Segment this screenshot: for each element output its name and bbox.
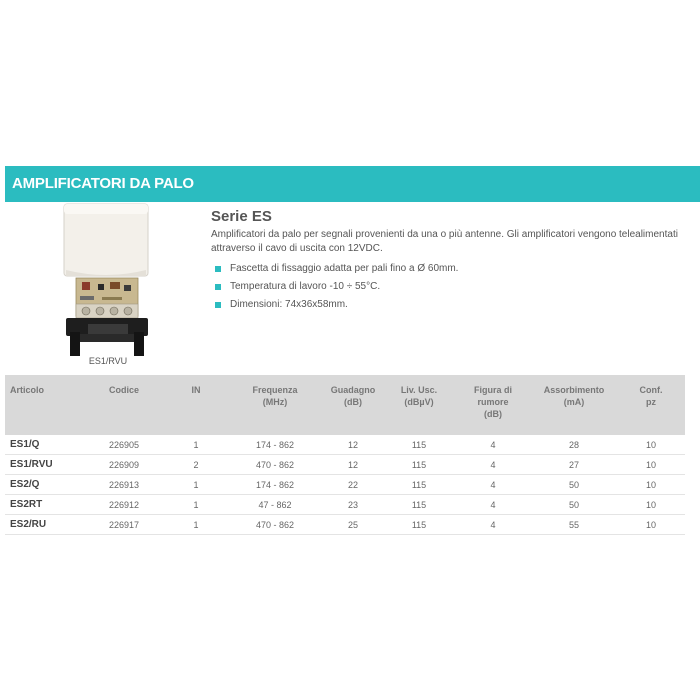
cell-codice: 226909 [83,455,165,475]
cell-conf: 10 [617,495,685,515]
section-banner [5,166,700,202]
series-description-block [211,208,697,316]
header-frequenza: Frequenza (MHz) [252,385,298,407]
cell-rumore: 4 [455,495,531,515]
table-row [5,475,685,495]
cell-rumore: 4 [455,455,531,475]
feature-item [211,262,697,276]
feature-text: Dimensioni: 74x36x58mm. [230,299,348,310]
series-title: Serie ES [211,208,272,225]
cell-in: 1 [165,435,227,455]
cell-guadagno: 25 [323,515,383,535]
cell-frequenza: 174 - 862 [227,435,323,455]
cell-articolo: ES2/Q [5,475,83,495]
bullet-square-icon [215,302,221,308]
cell-articolo: ES2RT [5,495,83,515]
cell-livello: 115 [383,495,455,515]
cell-assorbimento: 50 [531,475,617,495]
feature-item [211,280,697,294]
cell-frequenza: 470 - 862 [227,455,323,475]
cell-articolo: ES1/RVU [5,455,83,475]
cell-conf: 10 [617,515,685,535]
header-conf: Conf. pz [639,385,663,407]
cell-in: 2 [165,455,227,475]
table-row [5,435,685,455]
cell-livello: 115 [383,515,455,535]
header-articolo: Articolo [10,385,45,395]
feature-item [211,298,697,312]
product-image [62,200,154,360]
cell-rumore: 4 [455,435,531,455]
cell-in: 1 [165,475,227,495]
cell-rumore: 4 [455,475,531,495]
header-codice: Codice [108,385,139,395]
specs-table [5,375,685,535]
header-livello-uscita: Liv. Usc. (dBµV) [400,385,438,407]
cell-rumore: 4 [455,515,531,535]
table-row [5,455,685,475]
bullet-square-icon [215,266,221,272]
table-header-row [5,375,685,435]
cell-codice: 226912 [83,495,165,515]
cell-guadagno: 23 [323,495,383,515]
cell-livello: 115 [383,475,455,495]
cell-frequenza: 47 - 862 [227,495,323,515]
cell-codice: 226917 [83,515,165,535]
cell-articolo: ES1/Q [5,435,83,455]
cell-assorbimento: 28 [531,435,617,455]
cell-conf: 10 [617,435,685,455]
feature-list [211,262,697,312]
cell-conf: 10 [617,475,685,495]
cell-guadagno: 12 [323,435,383,455]
cell-livello: 115 [383,455,455,475]
cell-assorbimento: 50 [531,495,617,515]
table-row [5,515,685,535]
cell-codice: 226905 [83,435,165,455]
cell-in: 1 [165,495,227,515]
cell-livello: 115 [383,435,455,455]
cell-guadagno: 12 [323,455,383,475]
cell-frequenza: 174 - 862 [227,475,323,495]
cell-in: 1 [165,515,227,535]
cell-assorbimento: 55 [531,515,617,535]
cell-conf: 10 [617,455,685,475]
header-figura-rumore: Figura di rumore (dB) [474,385,512,419]
cell-assorbimento: 27 [531,455,617,475]
cell-frequenza: 470 - 862 [227,515,323,535]
feature-text: Fascetta di fissaggio adatta per pali fino a Ø 60mm. [230,263,459,274]
bullet-square-icon [215,284,221,290]
header-guadagno: Guadagno (dB) [330,385,376,407]
section-title: AMPLIFICATORI DA PALO [12,175,194,192]
image-caption: ES1/RVU [88,356,128,366]
header-assorbimento: Assorbimento (mA) [543,385,605,407]
cell-articolo: ES2/RU [5,515,83,535]
cell-guadagno: 22 [323,475,383,495]
series-description: Amplificatori da palo per segnali provenienti da una o più antenne. Gli amplificatori vengono telealimentati attraverso il cavo di uscita con 12VDC. [211,229,678,254]
feature-text: Temperatura di lavoro -10 ÷ 55°C. [230,281,381,292]
table-row [5,495,685,515]
cell-codice: 226913 [83,475,165,495]
header-in: IN [191,385,201,395]
